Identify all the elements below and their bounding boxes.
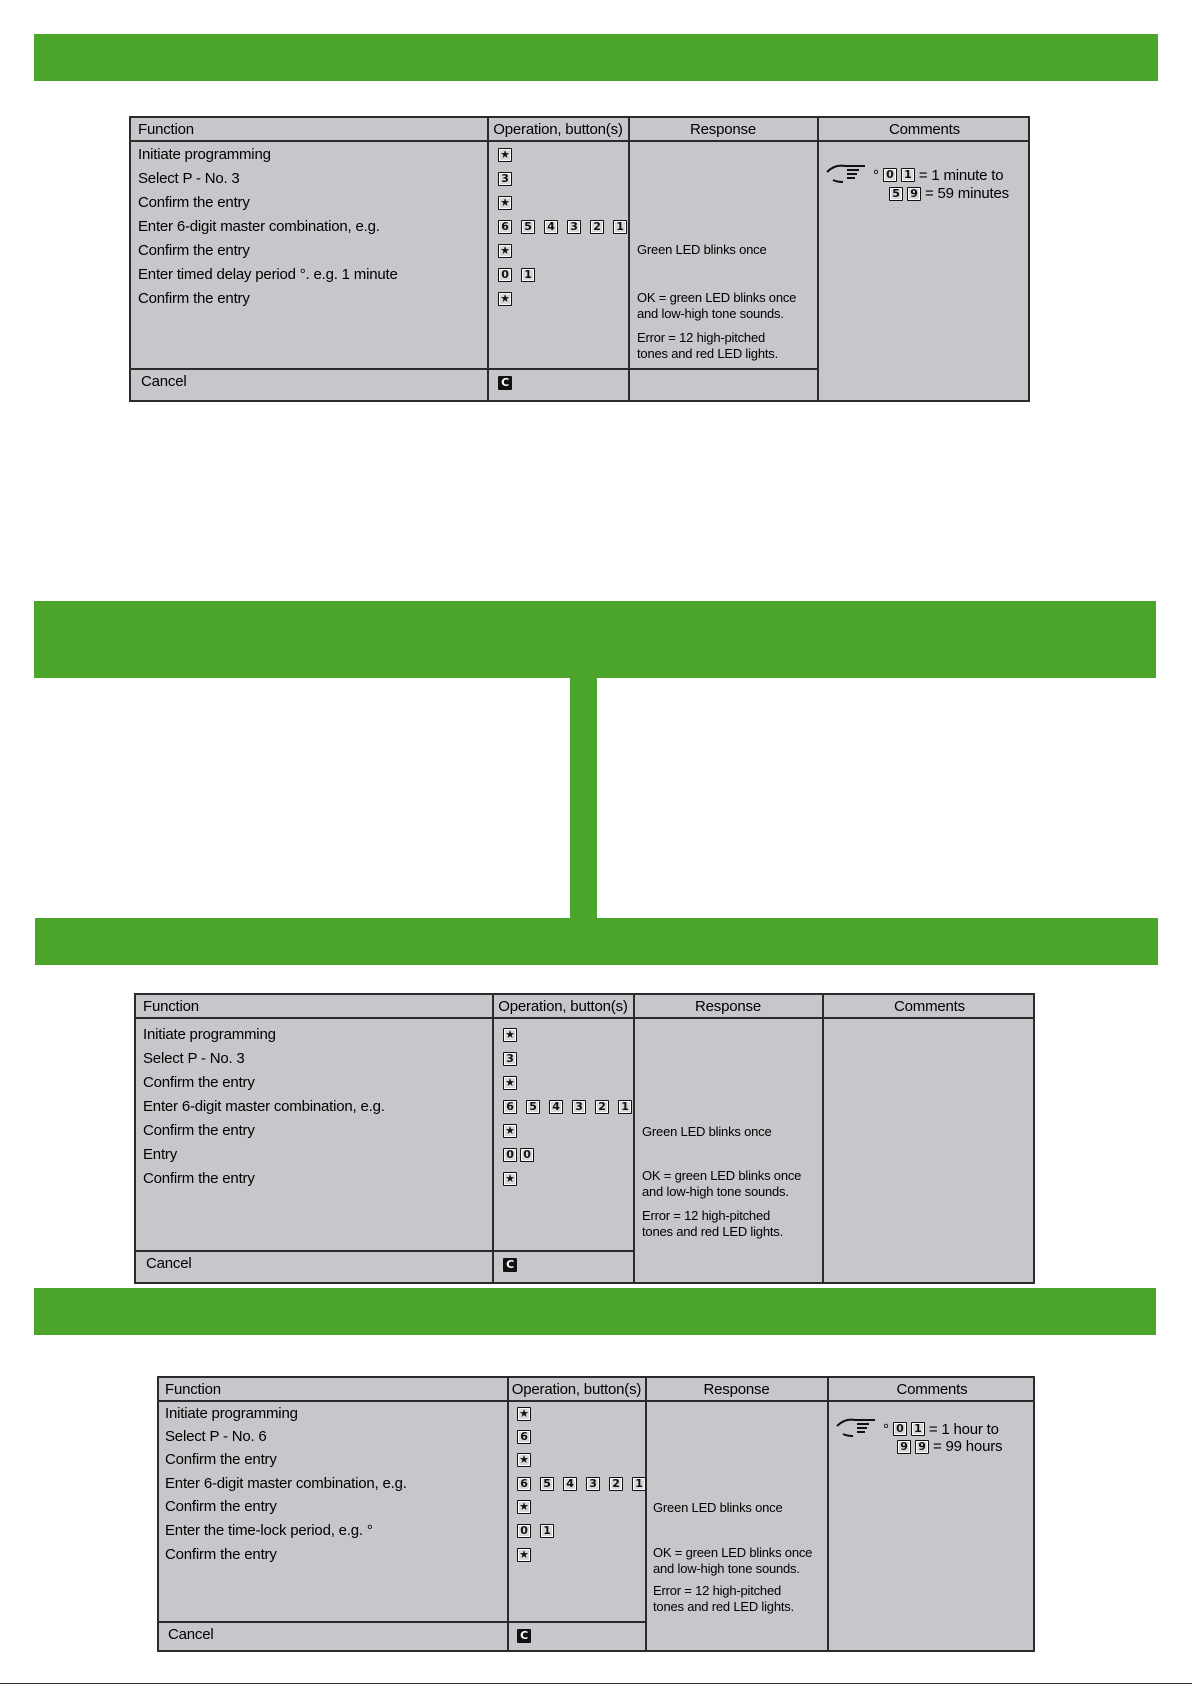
key-digit-icon: 9 [907, 187, 921, 201]
function-cell: Confirm the entry [138, 242, 250, 259]
key-digit-icon: 6 [498, 220, 512, 234]
function-cell: Confirm the entry [143, 1074, 255, 1091]
key-star-icon: ★ [503, 1076, 517, 1090]
key-star-icon: ★ [498, 292, 512, 306]
key-star-icon: ★ [503, 1124, 517, 1138]
key-digit-icon: 1 [632, 1477, 646, 1491]
function-cell: Initiate programming [138, 146, 271, 163]
header-comments: Comments [896, 1381, 968, 1398]
header-operation: Operation, button(s) [511, 1381, 642, 1398]
program-table-2 [134, 993, 1035, 1284]
header-operation: Operation, button(s) [498, 998, 628, 1015]
cancel-label: Cancel [141, 373, 187, 390]
key-star-icon: ★ [498, 244, 512, 258]
key-sequence [517, 1524, 554, 1538]
key-digit-icon: 1 [618, 1100, 632, 1114]
program-table-3 [157, 1376, 1035, 1652]
key-star-icon: ★ [517, 1453, 531, 1467]
key-star-icon: ★ [498, 196, 512, 210]
key-digit-icon: 2 [595, 1100, 609, 1114]
degree-mark: ° [883, 1420, 889, 1438]
key-digit-icon: 1 [521, 268, 535, 282]
header-response: Response [703, 1381, 770, 1398]
key-digit-icon: 0 [893, 1422, 907, 1436]
key-digit-icon: 5 [521, 220, 535, 234]
function-cell: Confirm the entry [143, 1170, 255, 1187]
pointing-hand-icon [825, 160, 869, 190]
response-ok: OK = green LED blinks once and low-high tone sounds. [642, 1168, 802, 1199]
section-bar-4 [34, 1288, 1156, 1335]
function-cell: Confirm the entry [143, 1122, 255, 1139]
key-digit-icon: 4 [549, 1100, 563, 1114]
key-sequence [498, 220, 627, 234]
key-sequence [517, 1453, 531, 1467]
key-sequence [503, 1172, 517, 1186]
key-sequence [503, 1148, 534, 1162]
response-green-led: Green LED blinks once [642, 1124, 772, 1139]
key-sequence [503, 1028, 517, 1042]
key-digit-icon: 2 [590, 220, 604, 234]
key-digit-icon: 9 [897, 1440, 911, 1454]
cancel-label: Cancel [168, 1626, 214, 1643]
header-comments: Comments [889, 121, 960, 138]
key-digit-icon: 3 [586, 1477, 600, 1491]
key-digit-icon: 3 [498, 172, 512, 186]
key-digit-icon: 0 [503, 1148, 517, 1162]
key-digit-icon: 0 [517, 1524, 531, 1538]
key-sequence [498, 376, 512, 390]
section-bar-3 [35, 918, 1158, 965]
header-response: Response [695, 998, 761, 1015]
function-cell: Initiate programming [143, 1026, 276, 1043]
key-digit-icon: 5 [889, 187, 903, 201]
comment-text: = 99 hours [933, 1438, 1003, 1455]
key-cancel-icon: C [517, 1629, 531, 1643]
response-green-led: Green LED blinks once [637, 242, 767, 257]
key-sequence [503, 1124, 517, 1138]
key-digit-icon: 6 [503, 1100, 517, 1114]
function-cell: Enter the time-lock period, e.g. ° [165, 1522, 373, 1539]
header-comments: Comments [894, 998, 965, 1015]
function-cell: Select P - No. 6 [165, 1428, 267, 1445]
key-digit-icon: 4 [544, 220, 558, 234]
response-error: Error = 12 high-pitched tones and red LED lights. [642, 1208, 783, 1239]
comment-text: = 1 hour to [928, 1420, 999, 1438]
key-digit-icon: 3 [503, 1052, 517, 1066]
key-sequence [498, 268, 535, 282]
section-bar-2 [34, 601, 1156, 678]
key-sequence [498, 196, 512, 210]
key-star-icon: ★ [517, 1407, 531, 1421]
function-cell: Confirm the entry [138, 290, 250, 307]
key-digit-icon: 0 [883, 168, 897, 182]
key-sequence [498, 244, 512, 258]
key-digit-icon: 4 [563, 1477, 577, 1491]
header-operation: Operation, button(s) [493, 121, 623, 138]
key-star-icon: ★ [503, 1028, 517, 1042]
header-response: Response [690, 121, 756, 138]
function-cell: Entry [143, 1146, 178, 1163]
program-table-1 [129, 116, 1030, 402]
key-sequence [498, 148, 512, 162]
function-cell: Enter 6-digit master combination, e.g. [165, 1475, 407, 1492]
key-sequence [503, 1052, 517, 1066]
function-cell: Enter 6-digit master combination, e.g. [143, 1098, 385, 1115]
key-cancel-icon: C [498, 376, 512, 390]
key-digit-icon: 9 [915, 1440, 929, 1454]
comment-range [889, 185, 1009, 202]
function-cell: Confirm the entry [138, 194, 250, 211]
key-sequence [517, 1500, 531, 1514]
key-digit-icon: 3 [567, 220, 581, 234]
key-sequence [503, 1258, 517, 1272]
key-star-icon: ★ [517, 1500, 531, 1514]
key-digit-icon: 1 [540, 1524, 554, 1538]
key-digit-icon: 5 [540, 1477, 554, 1491]
key-sequence [517, 1629, 531, 1643]
key-digit-icon: 0 [498, 268, 512, 282]
key-digit-icon: 1 [911, 1422, 925, 1436]
header-function: Function [165, 1381, 221, 1398]
function-cell: Enter timed delay period °. e.g. 1 minute [138, 266, 398, 283]
key-sequence [517, 1548, 531, 1562]
response-error: Error = 12 high-pitched tones and red LED lights. [637, 330, 778, 361]
cancel-label: Cancel [146, 1255, 192, 1272]
function-cell: Initiate programming [165, 1405, 298, 1422]
function-cell: Select P - No. 3 [143, 1050, 245, 1067]
page-footer-rule [0, 1683, 1192, 1684]
header-function: Function [138, 121, 194, 138]
section-bar-1 [34, 34, 1158, 81]
key-sequence [498, 292, 512, 306]
function-cell: Confirm the entry [165, 1546, 277, 1563]
key-cancel-icon: C [503, 1258, 517, 1272]
function-cell: Enter 6-digit master combination, e.g. [138, 218, 380, 235]
comment-text: = 1 minute to [918, 166, 1004, 184]
key-digit-icon: 2 [609, 1477, 623, 1491]
pointing-hand-icon [835, 1414, 879, 1444]
key-digit-icon: 1 [613, 220, 627, 234]
response-error: Error = 12 high-pitched tones and red LED lights. [653, 1583, 794, 1614]
response-ok: OK = green LED blinks once and low-high tone sounds. [653, 1545, 813, 1576]
function-cell: Select P - No. 3 [138, 170, 240, 187]
key-star-icon: ★ [517, 1548, 531, 1562]
key-sequence [503, 1076, 517, 1090]
key-digit-icon: 6 [517, 1430, 531, 1444]
key-digit-icon: 5 [526, 1100, 540, 1114]
function-cell: Confirm the entry [165, 1451, 277, 1468]
key-sequence [517, 1430, 531, 1444]
response-green-led: Green LED blinks once [653, 1500, 783, 1515]
key-sequence [498, 172, 512, 186]
key-digit-icon: 3 [572, 1100, 586, 1114]
function-cell: Confirm the entry [165, 1498, 277, 1515]
key-star-icon: ★ [498, 148, 512, 162]
header-function: Function [143, 998, 199, 1015]
key-star-icon: ★ [503, 1172, 517, 1186]
comment-text: = 59 minutes [925, 185, 1009, 202]
key-digit-icon: 1 [901, 168, 915, 182]
key-digit-icon: 0 [520, 1148, 534, 1162]
degree-mark: ° [873, 166, 879, 184]
response-ok: OK = green LED blinks once and low-high tone sounds. [637, 290, 797, 321]
key-sequence [503, 1100, 632, 1114]
comment-range [897, 1438, 1002, 1455]
section-divider-vertical [570, 678, 597, 918]
key-sequence [517, 1407, 531, 1421]
key-digit-icon: 6 [517, 1477, 531, 1491]
key-sequence [517, 1477, 646, 1491]
